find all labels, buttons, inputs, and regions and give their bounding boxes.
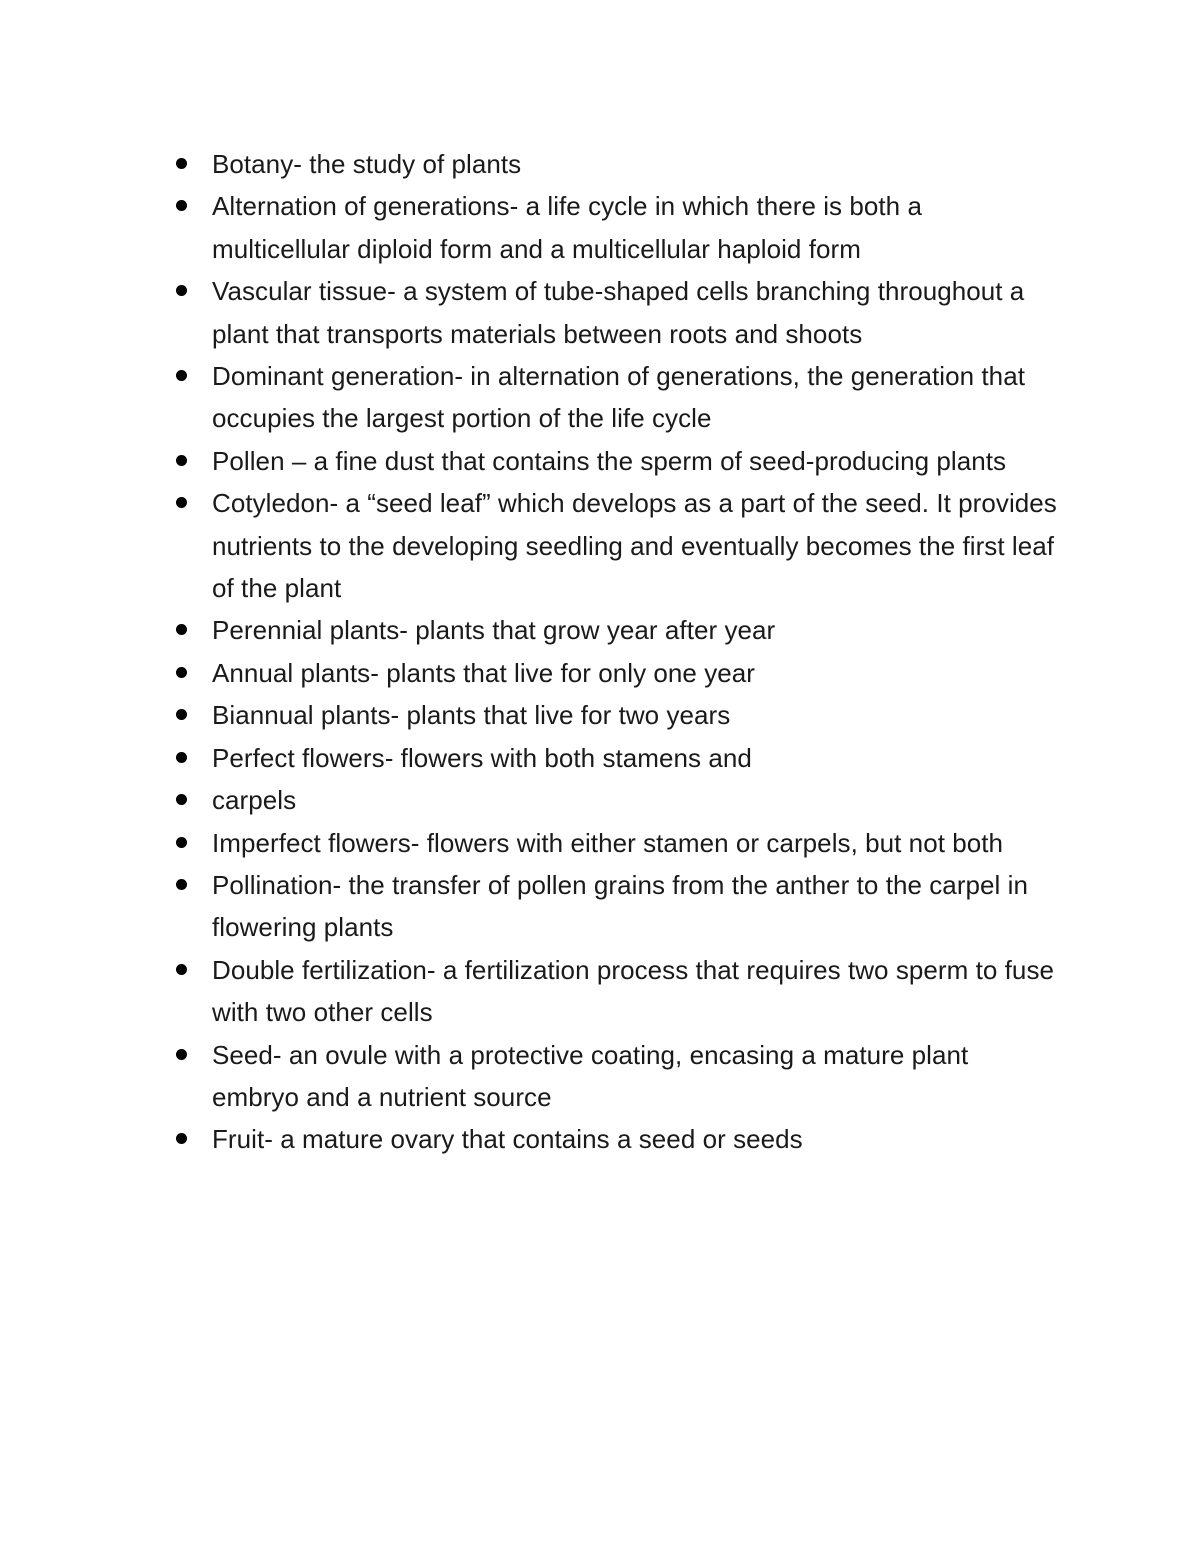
list-item-perfect-flowers [0, 737, 1200, 779]
definition-text: Alternation of generations- a life cycle in which there is both a multicellular diploid form and a multicellular haploid form [212, 191, 922, 264]
definition-text: Double fertilization- a fertilization process that requires two sperm to fuse with two other cells [212, 954, 1055, 1028]
bullet-icon [176, 624, 187, 635]
bullet-icon [176, 200, 187, 211]
bullet-icon [176, 1133, 187, 1144]
list-item-dominant-generation [0, 355, 1200, 440]
list-item-cotyledon [0, 482, 1200, 609]
bullet-icon [176, 497, 187, 508]
list-item-vascular-tissue [0, 270, 1200, 355]
bullet-icon [176, 285, 187, 296]
bullet-icon [176, 752, 187, 763]
definition-text: Annual plants- plants that live for only one year [212, 657, 755, 688]
bullet-icon [176, 794, 187, 805]
list-item-imperfect-flowers [0, 822, 1200, 864]
definition-text: Biannual plants- plants that live for two years [212, 700, 731, 731]
bullet-icon [176, 455, 187, 466]
bullet-icon [176, 879, 187, 890]
list-item-seed [0, 1034, 1200, 1119]
definition-text: Vascular tissue- a system of tube-shaped cells branching throughout a plant that transports materials between roots and shoots [212, 276, 1025, 349]
definition-text: Pollination- the transfer of pollen grains from the anther to the carpel in flowering plants [212, 869, 1028, 943]
list-item-pollination [0, 864, 1200, 949]
definition-text: carpels [212, 785, 297, 816]
list-item-botany [0, 143, 1200, 185]
list-item-alternation-of-generations [0, 185, 1200, 270]
definition-text: Fruit- a mature ovary that contains a seed or seeds [212, 1124, 803, 1155]
definition-text: Dominant generation- in alternation of generations, the generation that occupies the largest portion of the life cycle [212, 361, 1025, 434]
definition-text: Perfect flowers- flowers with both stamens and [212, 742, 752, 773]
bullet-icon [176, 370, 187, 381]
definition-text: Seed- an ovule with a protective coating, encasing a mature plant embryo and a nutrient source [212, 1039, 969, 1112]
bullet-icon [176, 709, 187, 720]
definition-text: Imperfect flowers- flowers with either stamen or carpels, but not both [212, 827, 1004, 858]
list-item-biannual-plants [0, 694, 1200, 736]
list-item-annual-plants [0, 652, 1200, 694]
list-item-pollen [0, 440, 1200, 482]
definition-text: Cotyledon- a “seed leaf” which develops as a part of the seed. It provides nutrients to the developing seedling and eventually becomes the first leaf of the plant [212, 488, 1057, 604]
bullet-icon [176, 837, 187, 848]
bullet-icon [176, 964, 187, 975]
vocabulary-list [0, 143, 1200, 1161]
list-item-carpels [0, 779, 1200, 821]
bullet-icon [176, 1049, 187, 1060]
list-item-fruit [0, 1118, 1200, 1160]
list-item-double-fertilization [0, 949, 1200, 1034]
definition-text: Botany- the study of plants [212, 149, 522, 179]
bullet-icon [176, 667, 187, 678]
list-item-perennial-plants [0, 609, 1200, 651]
definition-text: Perennial plants- plants that grow year after year [212, 615, 776, 646]
bullet-icon [176, 158, 187, 169]
definition-text: Pollen – a fine dust that contains the sperm of seed-producing plants [212, 445, 1007, 476]
